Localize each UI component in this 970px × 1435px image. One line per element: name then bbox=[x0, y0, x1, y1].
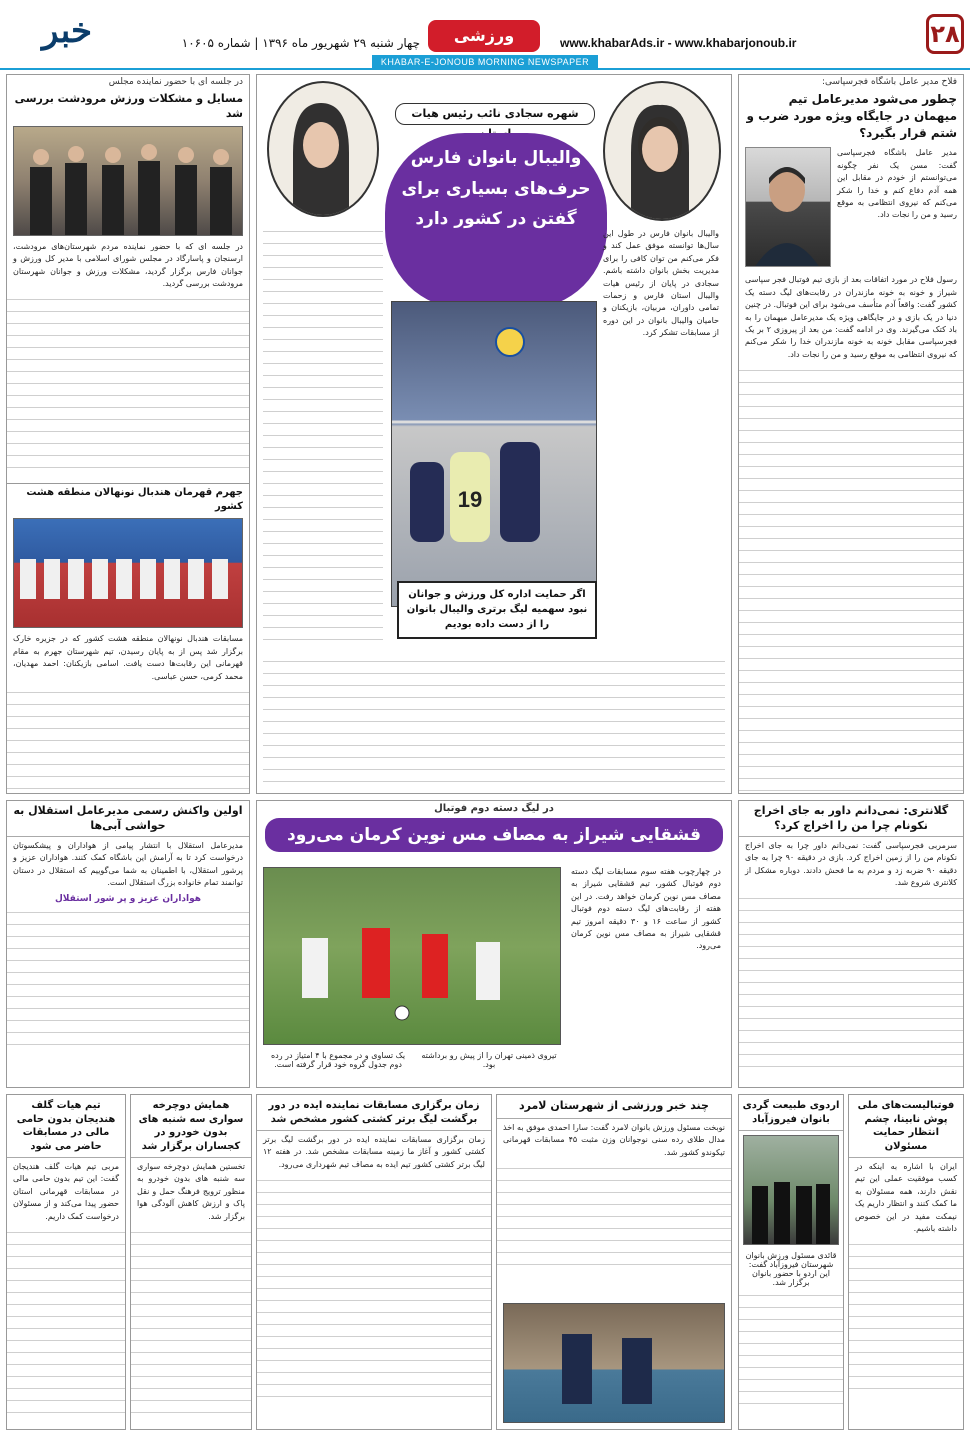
article-body: مربی تیم هیات گلف هندیجان گفت: این تیم بدون حامی مالی در مسابقات قهرمانی استان حضور پیدا می‌کند و از مسئولان درخواست کمک داریم. bbox=[13, 1162, 119, 1221]
article-intro: مدیر عامل باشگاه فجرسپاسی گفت: مسن یک نفر چگونه می‌توانستم از خودم در مقابل این همه آدم دفاع کنم و خدا را شکر می‌کنم که نیروی انتظامی به موقع رسید و من را نجات داد. bbox=[837, 148, 957, 220]
photo-caption-right: تیروی ذمینی تهران را از پیش رو برداشته بود. bbox=[421, 1051, 557, 1069]
camp-photo bbox=[743, 1135, 839, 1245]
volleyball-feature bbox=[256, 74, 732, 794]
wrestling-article bbox=[256, 1094, 492, 1430]
article-headline: گلانتری: نمی‌دانم داور به جای اخراج نکونام چرا من را اخراج کرد؟ bbox=[739, 801, 963, 837]
article-body-continued bbox=[739, 1289, 843, 1409]
header-rule bbox=[0, 68, 970, 70]
lamerd-article bbox=[496, 1094, 732, 1430]
english-banner: KHABAR-E-JONOUB MORNING NEWSPAPER bbox=[372, 55, 598, 69]
feature-headline: والیبال بانوان فارس حرف‌های بسیاری برای گفتن در کشور دارد bbox=[385, 133, 607, 309]
falah-portrait bbox=[745, 147, 831, 267]
section-tab: ورزشی bbox=[428, 20, 540, 52]
article-headline: مسایل و مشکلات ورزش مرودشت بررسی شد bbox=[14, 92, 243, 121]
football-article bbox=[256, 800, 732, 1088]
esteghlal-article bbox=[6, 800, 250, 1088]
sajjadi-portrait-left bbox=[267, 81, 379, 217]
photo-callout: اگر حمایت اداره کل ورزش و جوانان نبود سهمیه لیگ برتری والیبال بانوان را از دست داده بودیم bbox=[397, 581, 597, 639]
firuzabad-camp-article bbox=[738, 1094, 844, 1430]
falah-article bbox=[738, 74, 964, 794]
svg-text:19: 19 bbox=[457, 487, 483, 512]
dateline: چهار شنبه ۲۹ شهریور ماه ۱۳۹۶ | شماره ۱۰۶۰۵ bbox=[181, 36, 420, 50]
group-photo-icon bbox=[743, 1136, 838, 1245]
article-headline: چطور می‌شود مدیرعامل تیم میهمان در جایگاه ویژه مورد ضرب و شتم قرار بگیرد؟ bbox=[746, 92, 957, 140]
blind-football-article bbox=[848, 1094, 964, 1430]
article-body: در چهارچوب هفته سوم مسابقات لیگ دسته دوم فوتبال کشور، تیم قشقایی شیراز به مصاف مس نوین کرمان خواهد رفت. در این هفته از رقابت‌های لیگ دسته دوم فوتبال کشور از ساعت ۱۶ و ۳۰ دقیقه امروز تیم قشقایی شیراز به مصاف مس نوین کرمان می‌رود. bbox=[571, 867, 721, 951]
article-body: نوبخت مسئول ورزش بانوان لامرد گفت: سارا احمدی موفق به اخذ مدال طلای رده سنی نوجوانان وزن مثبت ۴۵ مسابقات قهرمانی تیکوندو کشور شد. bbox=[503, 1122, 725, 1157]
feature-kicker: شهره سجادی نائب رئیس هیات bbox=[395, 103, 595, 125]
football-scene bbox=[263, 868, 560, 1045]
sajjadi-portrait-right bbox=[603, 81, 721, 221]
portrait-icon bbox=[745, 148, 830, 267]
volleyball-photo bbox=[391, 301, 597, 607]
judo-scene bbox=[503, 1304, 724, 1423]
group-photo-icon bbox=[13, 127, 242, 236]
handball-headline: جهرم قهرمان هندبال نونهالان منطقه هشت کشور bbox=[7, 483, 249, 516]
photo-caption: قائدی مسئول ورزش بانوان شهرستان فیروزآباد گفت: این اردو با حضور بانوان برگزار شد. bbox=[745, 1251, 837, 1287]
article-body: تخستین همایش دوچرخه سواری سه شنبه های بدون خودرو به منظور ترویج فرهنگ حمل و نقل پاک و ارزش کاهش آلودگی هوا برگزار شد. bbox=[137, 1162, 245, 1221]
portrait-icon bbox=[603, 83, 719, 221]
article-headline: زمان برگزاری مسابقات نماینده ایده در دور برگشت لیگ برتر کشتی کشور مشخص شد bbox=[257, 1095, 491, 1131]
article-body-continued bbox=[131, 1226, 251, 1416]
article-body-continued bbox=[257, 1174, 491, 1404]
article-body: زمان برگزاری مسابقات نماینده ایده در دور برگشت لیگ برتر کشتی کشور و آغاز ما زمینه مسابقات مشخص شد. در هفته ۱۲ لیگ برتر کشتی کشور تیم ایده به مصاف تیم شهرداری می‌رود. bbox=[263, 1135, 485, 1169]
article-headline: فوتبالیست‌های ملی پوش نابینا، چشم انتظار حمایت مسئولان bbox=[849, 1095, 963, 1158]
article-headline: اولین واکنش رسمی مدیرعامل استقلال به حواشی آبی‌ها bbox=[7, 801, 249, 837]
kalantari-article bbox=[738, 800, 964, 1088]
article-subhead: هواداران عزیز و پر شور استقلال bbox=[55, 894, 201, 905]
article-headline: همایش دوچرخه سواری سه شنبه های بدون خودرو در کجساران برگزار شد bbox=[131, 1095, 251, 1158]
article-headline: قشقایی شیراز به مصاف مس نوین کرمان می‌رود bbox=[265, 818, 723, 852]
feature-body-bottom bbox=[263, 655, 725, 785]
article-body: مدیرعامل استقلال با انتشار پیامی از هواداران و پیشکسوتان درخواست کرد تا به آرامش این باشگاه کمک کنند. هواداران عزیز و پرشور استقلال، با اطمینان به شما می‌گوییم که استقلال در دستان توانمند تمام خانواده بزرگ استقلال است. bbox=[13, 840, 243, 887]
meeting-photo bbox=[13, 126, 243, 236]
newspaper-logo: خبر bbox=[41, 11, 93, 51]
feature-body-left bbox=[263, 225, 383, 645]
photo-caption-left: یک تساوی و در مجموع با ۴ امتیاز در رده دوم جدول گروه خود قرار گرفته است. bbox=[270, 1051, 406, 1069]
portrait-icon bbox=[267, 83, 377, 217]
handball-body-continued bbox=[7, 686, 249, 794]
article-kicker: فلاح مدیر عامل باشگاه فجرسپاسی: bbox=[821, 77, 957, 87]
volleyball-scene bbox=[391, 302, 596, 607]
article-body-continued bbox=[7, 906, 249, 1056]
handball-team-photo bbox=[13, 518, 243, 628]
article-body: ایران با اشاره به اینکه در کسب موفقیت عملی این تیم نقش دارند، همه مسئولان به ما کمک کنند و انتظار داریم یک نیمکت مفید در این خصوص داشته باشیم. bbox=[855, 1162, 957, 1233]
article-body: رسول فلاح در مورد اتفاقات بعد از بازی تیم فوتبال فجر سپاسی شیراز و خونه به خونه مازندران در رقابت‌های لیگ دسته یک کشور گفت: واقعاً آدم متأسف می‌شود برای این فوتبال. در چنین دنیا در یک بازی و در جایگاهی ویژه یک مدیرعامل میهمان را به باد کتک می‌گیرند. وی در ادامه گفت: من بعد از پیروزی ۲ بر یک فجرسپاسی مقابل خونه به خونه مازندران خدا را شکر می‌کنم که نیروی انتظامی به موقع رسید و من را نجات داد. bbox=[745, 275, 957, 359]
article-body: در جلسه ای که با حضور نماینده مردم شهرستان‌های مرودشت، ارسنجان و پاسارگاد در مجلس شورای اسلامی با مدیر کل ورزش و جوانان فارس برگزار گردید، مشکلات ورزش و جوانان شهرستان مرودشت بررسی گردید. bbox=[13, 241, 243, 288]
article-body-continued bbox=[497, 1162, 731, 1272]
website-urls[interactable]: www.khabarAds.ir - www.khabarjonoub.ir bbox=[560, 36, 797, 50]
masthead bbox=[0, 0, 970, 70]
article-headline: اردوی طبیعت گردی بانوان فیروزآباد bbox=[739, 1095, 843, 1131]
feature-body-right: والیبال بانوان فارس در طول این سال‌ها توانسته موفق عمل کند و فکر می‌کنم من توان کافی را برای مدیریت بخش بانوان داشته باشم. سجادی در پایان از رئیس هیات والیبال استان فارس و زحمات تمامی داوران، مربیان، بازیکنان و حامیان والیبال بانوان در این دوره از مسابقات تشکر کرد. bbox=[603, 229, 719, 338]
article-body-continued bbox=[7, 293, 249, 479]
article-kicker: در لیگ دسته دوم فوتبال bbox=[434, 803, 554, 814]
judo-photo bbox=[503, 1303, 725, 1423]
article-body-continued bbox=[7, 1226, 125, 1416]
team-photo-icon bbox=[13, 519, 242, 628]
golf-article bbox=[6, 1094, 126, 1430]
article-body-continued bbox=[739, 892, 963, 1072]
marvdasht-article bbox=[6, 74, 250, 794]
article-kicker: در جلسه ای با حضور نماینده مجلس bbox=[108, 77, 243, 87]
article-body: سرمربی فجرسپاسی گفت: نمی‌دانم داور چرا به جای اخراج نکونام من را از زمین اخراج کرد. بازی در دقیقه ۹۰ چرا به جای دقیقه ۹۰ ضربه زد و مردم به ما فحش دادند. دوباره مشکل از کلانتری شروع شد. bbox=[745, 840, 957, 887]
football-photo bbox=[263, 867, 561, 1045]
article-body-continued bbox=[739, 364, 963, 794]
page-number: ۲۸ bbox=[926, 14, 964, 54]
article-headline: تیم هیات گلف هندیجان بدون حامی مالی در مسابقات حاضر می شود bbox=[7, 1095, 125, 1158]
handball-body: مسابقات هندبال نونهالان منطقه هشت کشور که در جزیره خارک برگزار شد پس از به پایان رسیدن، تیم شهرستان جهرم به مقام قهرمانی این رقابت‌ها دست یافت. اسامی بازیکنان: احمد مهدیان، محمد کرمی، حسن عباسی. bbox=[13, 634, 243, 681]
article-body-continued bbox=[849, 1238, 963, 1398]
cycling-article bbox=[130, 1094, 252, 1430]
article-headline: چند خبر ورزشی از شهرستان لامرد bbox=[497, 1095, 731, 1119]
